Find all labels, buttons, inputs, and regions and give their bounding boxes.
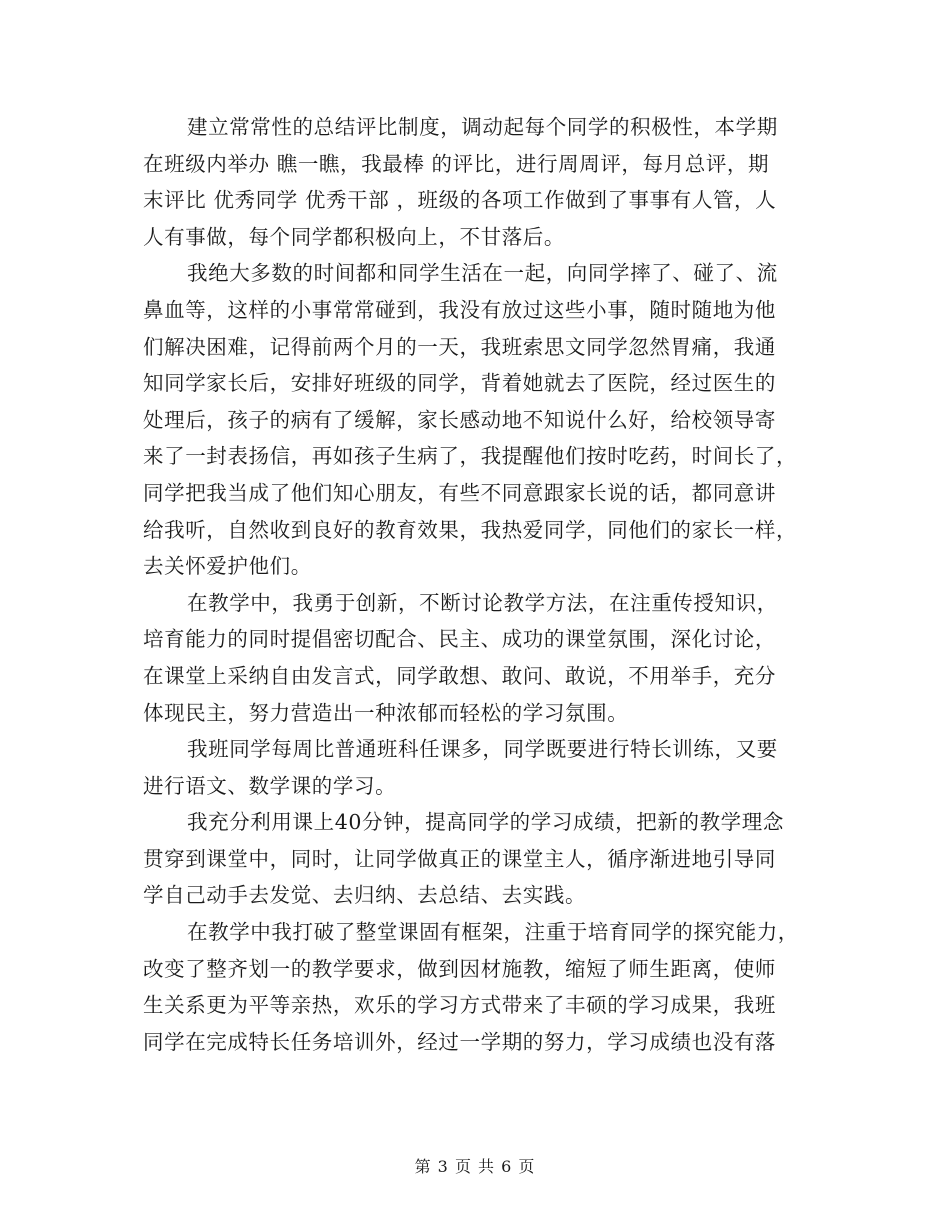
text-line: 改变了整齐划一的教学要求，做到因材施教，缩短了师生距离，使师 xyxy=(143,956,776,981)
text-line: 建立常常性的总结评比制度，调动起每个同学的积极性，本学期 xyxy=(187,115,778,139)
paragraph-2 xyxy=(143,255,805,584)
text-line: 人有事做，每个同学都积极向上，不甘落后。 xyxy=(143,224,565,249)
page-number-footer: 第 3 页 共 6 页 xyxy=(414,1157,536,1176)
text-line: 给我听，自然收到良好的教育效果，我热爱同学，同他们的家长一样， xyxy=(143,517,798,542)
text-line: 同学把我当成了他们知心朋友，有些不同意跟家长说的话，都同意讲 xyxy=(143,480,776,505)
text-line: 培育能力的同时提倡密切配合、民主、成功的课堂氛围，深化讨论， xyxy=(143,627,776,652)
text-line: 同学在完成特长任务培训外，经过一学期的努力，学习成绩也没有落 xyxy=(143,1029,776,1054)
paragraph-6 xyxy=(143,914,805,1060)
text-line: 在教学中，我勇于创新，不断讨论教学方法，在注重传授知识， xyxy=(187,590,778,615)
text-line: 去关怀爱护他们。 xyxy=(143,554,312,579)
paragraph-3 xyxy=(143,585,805,731)
text-line: 我绝大多数的时间都和同学生活在一起，向同学摔了、碰了、流 xyxy=(187,261,778,286)
body-text xyxy=(143,109,805,1060)
text-line: 进行语文、数学课的学习。 xyxy=(143,773,397,798)
paragraph-5 xyxy=(143,804,805,914)
text-line: 们解决困难，记得前两个月的一天，我班索思文同学忽然胃痛，我通 xyxy=(143,334,776,359)
text-line: 知同学家长后，安排好班级的同学，背着她就去了医院，经过医生的 xyxy=(143,371,776,396)
text-line: 我充分利用课上40分钟，提高同学的学习成绩，把新的教学理念 xyxy=(187,810,784,835)
text-line: 鼻血等，这样的小事常常碰到，我没有放过这些小事，随时随地为他 xyxy=(143,297,776,322)
text-line: 在班级内举办 瞧一瞧，我最棒 的评比，进行周周评，每月总评，期 xyxy=(143,151,770,176)
text-line: 贯穿到课堂中，同时，让同学做真正的课堂主人，循序渐进地引导同 xyxy=(143,846,776,871)
paragraph-4 xyxy=(143,731,805,804)
paragraph-1 xyxy=(143,109,805,255)
text-line: 我班同学每周比普通班科任课多，同学既要进行特长训练，又要 xyxy=(187,737,778,762)
text-line: 来了一封表扬信，再如孩子生病了，我提醒他们按时吃药，时间长了， xyxy=(143,444,798,469)
text-line: 处理后，孩子的病有了缓解，家长感动地不知说什么好，给校领导寄 xyxy=(143,407,776,432)
text-line: 末评比 优秀同学 优秀干部 ，班级的各项工作做到了事事有人管，人 xyxy=(143,188,777,213)
text-line: 生关系更为平等亲热，欢乐的学习方式带来了丰硕的学习成果，我班 xyxy=(143,993,776,1018)
text-line: 在课堂上采纳自由发言式，同学敢想、敢问、敢说，不用举手，充分 xyxy=(143,663,776,688)
text-line: 在教学中我打破了整堂课固有框架，注重于培育同学的探究能力， xyxy=(187,920,799,945)
text-line: 体现民主，努力营造出一种浓郁而轻松的学习氛围。 xyxy=(143,700,629,725)
text-line: 学自己动手去发觉、去归纳、去总结、去实践。 xyxy=(143,883,587,908)
